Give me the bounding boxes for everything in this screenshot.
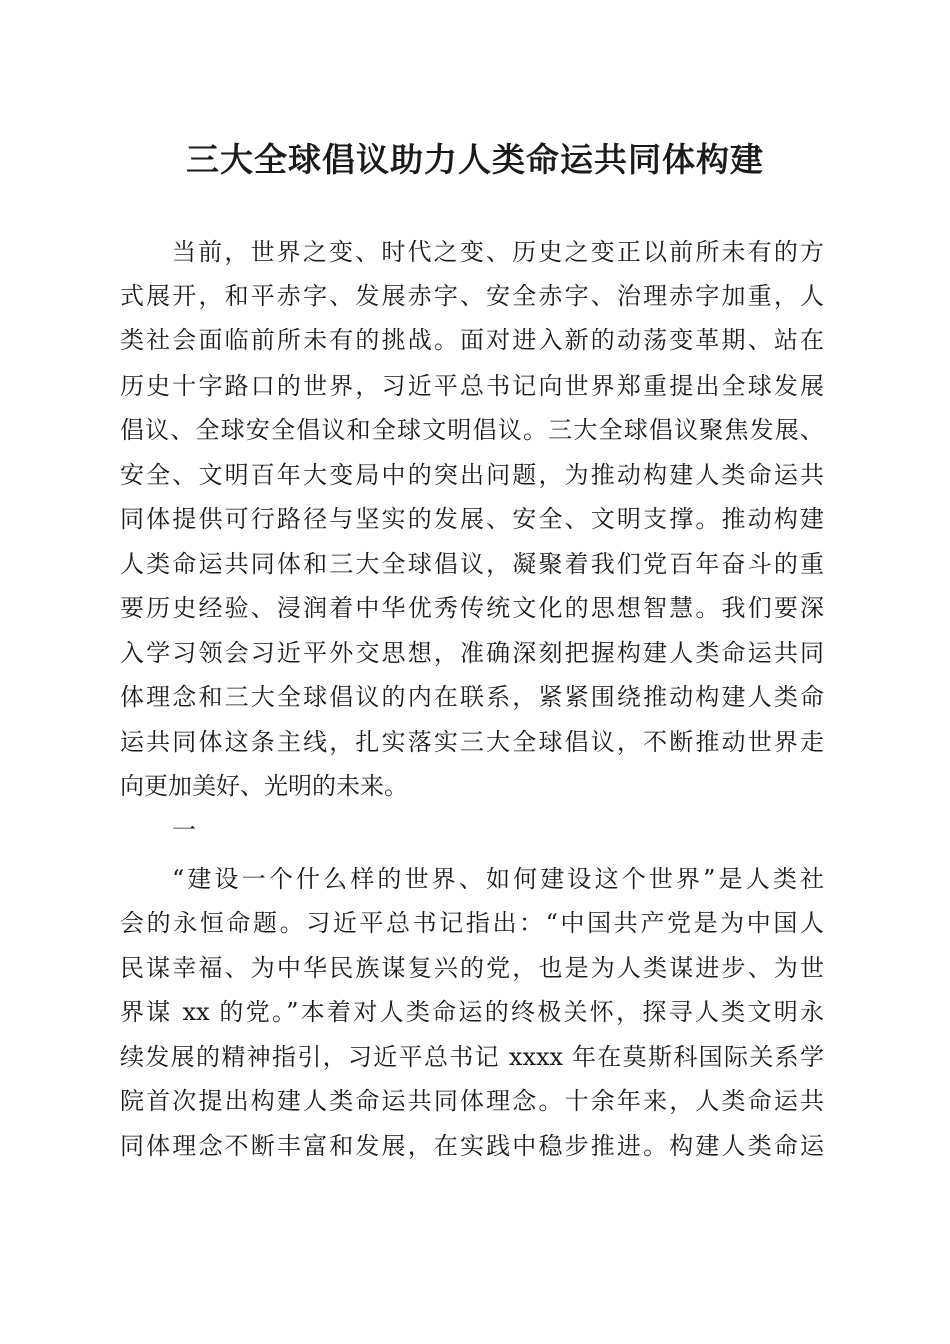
paragraph-line: 界谋 xx 的党。”本着对人类命运的终极关怀，探寻人类文明永 [120, 998, 824, 1026]
paragraph-line: 体理念和三大全球倡议的内在联系，紧紧围绕推动构建人类命 [120, 683, 824, 711]
paragraph-line: 式展开，和平赤字、发展赤字、安全赤字、治理赤字加重，人 [120, 282, 824, 310]
paragraph-line: 运共同体这条主线，扎实落实三大全球倡议，不断推动世界走 [120, 728, 824, 756]
paragraph-line: 当前，世界之变、时代之变、历史之变正以前所未有的方 [172, 238, 824, 266]
paragraph-line: 会的永恒命题。习近平总书记指出：“中国共产党是为中国人 [120, 909, 824, 937]
paragraph-line: 续发展的精神指引，习近平总书记 xxxx 年在莫斯科国际关系学 [120, 1043, 824, 1071]
paragraph-line: 入学习领会习近平外交思想，准确深刻把握构建人类命运共同 [120, 639, 824, 667]
paragraph-line: 倡议、全球安全倡议和全球文明倡议。三大全球倡议聚焦发展、 [120, 416, 824, 444]
paragraph-line: 同体理念不断丰富和发展，在实践中稳步推进。构建人类命运 [120, 1132, 824, 1160]
paragraph-line: 民谋幸福、为中华民族谋复兴的党，也是为人类谋进步、为世 [120, 954, 824, 982]
paragraph-line: 院首次提出构建人类命运共同体理念。十余年来，人类命运共 [120, 1087, 824, 1115]
paragraph-line: 安全、文明百年大变局中的突出问题，为推动构建人类命运共 [120, 461, 824, 489]
paragraph-line: 历史十字路口的世界，习近平总书记向世界郑重提出全球发展 [120, 372, 824, 400]
paragraph-line: 要历史经验、浸润着中华优秀传统文化的思想智慧。我们要深 [120, 594, 824, 622]
section-heading: 一 [172, 816, 196, 844]
paragraph-line: 人类命运共同体和三大全球倡议，凝聚着我们党百年奋斗的重 [120, 550, 824, 578]
paragraph-line: 类社会面临前所未有的挑战。面对进入新的动荡变革期、站在 [120, 326, 824, 354]
paragraph-line: 同体提供可行路径与坚实的发展、安全、文明支撑。推动构建 [120, 505, 824, 533]
paragraph-line: “建设一个什么样的世界、如何建设这个世界”是人类社 [172, 865, 824, 893]
document-title: 三大全球倡议助力人类命运共同体构建 [186, 140, 764, 179]
paragraph-line: 向更加美好、光明的未来。 [120, 772, 408, 800]
